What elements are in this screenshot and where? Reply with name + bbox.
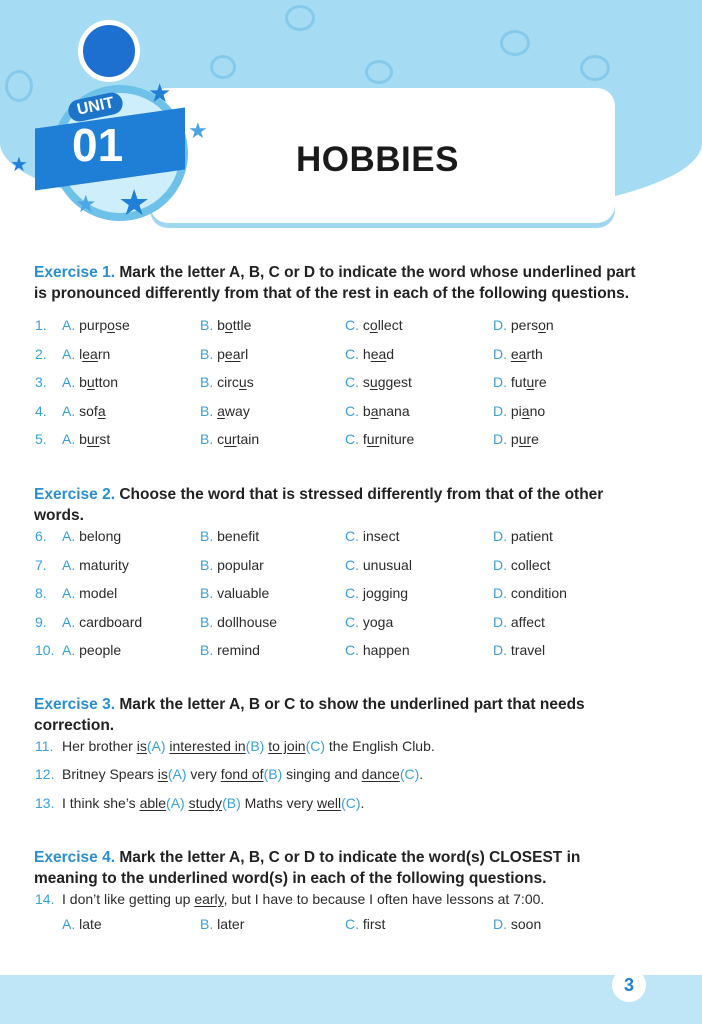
sentence-text: very bbox=[186, 766, 221, 782]
option-letter: C. bbox=[345, 317, 359, 333]
part-letter: (B) bbox=[222, 795, 241, 811]
answer-option[interactable] bbox=[62, 642, 121, 658]
answer-option[interactable] bbox=[200, 374, 254, 390]
answer-option[interactable] bbox=[345, 614, 393, 630]
option-letter: B. bbox=[200, 374, 214, 390]
sentence-text: I don’t like getting up bbox=[62, 891, 195, 907]
unit-number: 01 bbox=[72, 119, 124, 171]
option-text: c bbox=[217, 431, 225, 447]
option-text: belong bbox=[79, 528, 122, 544]
option-text: circ bbox=[217, 374, 239, 390]
option-text: b bbox=[217, 317, 225, 333]
underlined-part: fond of bbox=[220, 766, 264, 782]
answer-option[interactable] bbox=[62, 374, 118, 390]
option-text: ttle bbox=[232, 317, 252, 333]
question-number: 12. bbox=[35, 766, 55, 782]
question-number: 9. bbox=[35, 614, 47, 630]
option-letter: D. bbox=[493, 916, 507, 932]
question-number: 10. bbox=[35, 642, 55, 658]
option-text: st bbox=[99, 431, 111, 447]
underlined-part: is bbox=[136, 738, 147, 754]
underlined-part: a bbox=[97, 403, 106, 419]
bubble-decoration bbox=[285, 5, 315, 31]
sentence-text: Maths very bbox=[240, 795, 317, 811]
option-text: jogging bbox=[362, 585, 409, 601]
page-title: HOBBIES bbox=[296, 140, 459, 179]
question-row bbox=[0, 916, 660, 936]
question-number: 4. bbox=[35, 403, 47, 419]
option-text: collect bbox=[510, 557, 551, 573]
underlined-part: well bbox=[316, 795, 342, 811]
underlined-part: able bbox=[139, 795, 167, 811]
part-letter: (A) bbox=[146, 738, 166, 754]
star-icon: ★ bbox=[75, 191, 97, 218]
option-letter: C. bbox=[345, 346, 359, 362]
underlined-part: study bbox=[188, 795, 223, 811]
underlined-part: ur bbox=[224, 431, 237, 447]
question-number: 5. bbox=[35, 431, 47, 447]
option-text: re bbox=[534, 374, 547, 390]
option-letter: C. bbox=[345, 431, 359, 447]
option-text: rn bbox=[97, 346, 111, 362]
answer-option[interactable] bbox=[200, 346, 248, 362]
underlined-part: ur bbox=[86, 431, 100, 447]
answer-option[interactable] bbox=[493, 317, 554, 333]
question-number: 1. bbox=[35, 317, 47, 333]
option-letter: A. bbox=[62, 403, 76, 419]
answer-option[interactable] bbox=[200, 403, 250, 419]
answer-option[interactable] bbox=[62, 346, 110, 362]
answer-option[interactable] bbox=[200, 528, 259, 544]
option-letter: A. bbox=[62, 916, 76, 932]
option-text: tain bbox=[236, 431, 260, 447]
part-letter: (C) bbox=[305, 738, 326, 754]
underlined-part: ur bbox=[518, 431, 532, 447]
option-letter: D. bbox=[493, 585, 507, 601]
option-text: purp bbox=[79, 317, 108, 333]
option-text: popular bbox=[217, 557, 264, 573]
option-text: rth bbox=[526, 346, 543, 362]
option-letter: B. bbox=[200, 431, 214, 447]
underlined-part: a bbox=[521, 403, 530, 419]
option-text: e bbox=[531, 431, 539, 447]
answer-option[interactable] bbox=[200, 916, 244, 932]
option-letter: D. bbox=[493, 403, 507, 419]
answer-option[interactable] bbox=[62, 403, 106, 419]
bubble-decoration bbox=[210, 55, 236, 79]
option-text: remind bbox=[217, 642, 260, 658]
sentence-item bbox=[35, 795, 364, 811]
exercise-heading bbox=[34, 484, 644, 526]
underlined-part: a bbox=[217, 403, 225, 419]
star-icon: ★ bbox=[10, 154, 28, 176]
exercise-instruction: Mark the letter A, B, C or D to indicate the word(s) CLOSEST in meaning to the underlined word(s) in each of the following questions. bbox=[34, 849, 581, 887]
option-text: p bbox=[217, 346, 225, 362]
option-text: s bbox=[246, 374, 254, 390]
question-number: 3. bbox=[35, 374, 47, 390]
option-text: condition bbox=[510, 585, 567, 601]
underlined-part: ea bbox=[224, 346, 241, 362]
option-text: rl bbox=[240, 346, 249, 362]
question-number: 11. bbox=[35, 738, 54, 754]
question-number: 8. bbox=[35, 585, 47, 601]
answer-option[interactable] bbox=[200, 557, 264, 573]
option-letter: A. bbox=[62, 528, 76, 544]
part-letter: (A) bbox=[166, 795, 185, 811]
answer-option[interactable] bbox=[493, 374, 547, 390]
option-text: c bbox=[362, 317, 370, 333]
underlined-part: ea bbox=[510, 346, 527, 362]
option-letter: D. bbox=[493, 528, 507, 544]
star-icon: ★ bbox=[118, 182, 151, 223]
underlined-part: early bbox=[194, 891, 224, 907]
answer-option[interactable] bbox=[200, 431, 259, 447]
option-text: people bbox=[79, 642, 122, 658]
answer-option[interactable] bbox=[200, 585, 269, 601]
option-letter: C. bbox=[345, 403, 359, 419]
answer-option[interactable] bbox=[493, 916, 541, 932]
star-icon: ★ bbox=[188, 118, 208, 143]
option-letter: C. bbox=[345, 557, 359, 573]
question-row bbox=[0, 642, 660, 662]
option-text: sof bbox=[79, 403, 98, 419]
option-text: insect bbox=[362, 528, 400, 544]
answer-option[interactable] bbox=[493, 346, 543, 362]
exercise-label: Exercise 2. bbox=[34, 486, 116, 503]
option-letter: B. bbox=[200, 346, 214, 362]
answer-option[interactable] bbox=[345, 557, 412, 573]
answer-option[interactable] bbox=[493, 557, 551, 573]
exercise-heading bbox=[34, 262, 644, 304]
option-text: travel bbox=[510, 642, 546, 658]
sentence-text: I think she’s bbox=[62, 795, 140, 811]
sentence-item bbox=[35, 891, 544, 907]
option-text: first bbox=[362, 916, 386, 932]
option-letter: C. bbox=[345, 374, 359, 390]
underlined-part: o bbox=[369, 317, 378, 333]
astronaut-icon bbox=[78, 20, 140, 82]
option-letter: D. bbox=[493, 557, 507, 573]
exercise-instruction: Mark the letter A, B or C to show the underlined part that needs correction. bbox=[34, 696, 585, 734]
option-text: benefit bbox=[217, 528, 260, 544]
answer-option[interactable] bbox=[493, 431, 539, 447]
answer-option[interactable] bbox=[62, 431, 110, 447]
option-letter: A. bbox=[62, 614, 76, 630]
question-row bbox=[0, 431, 660, 451]
option-letter: B. bbox=[200, 317, 214, 333]
option-text: happen bbox=[362, 642, 410, 658]
answer-option[interactable] bbox=[493, 585, 567, 601]
option-text: h bbox=[362, 346, 371, 362]
answer-option[interactable] bbox=[200, 614, 277, 630]
option-text: no bbox=[529, 403, 546, 419]
option-letter: D. bbox=[493, 346, 507, 362]
exercise-instruction: Mark the letter A, B, C or D to indicate the word whose underlined part is pronounced differently from that of the rest in each of the following questions. bbox=[34, 264, 636, 302]
option-text: patient bbox=[510, 528, 553, 544]
option-text: b bbox=[79, 431, 87, 447]
option-text: niture bbox=[379, 431, 415, 447]
underlined-part: to join bbox=[268, 738, 306, 754]
exercise-heading bbox=[34, 847, 644, 889]
answer-option[interactable] bbox=[345, 374, 412, 390]
answer-option[interactable] bbox=[62, 916, 102, 932]
option-text: tton bbox=[94, 374, 119, 390]
option-letter: B. bbox=[200, 614, 214, 630]
option-letter: C. bbox=[345, 642, 359, 658]
exercise-label: Exercise 1. bbox=[34, 264, 116, 281]
option-text: b bbox=[79, 374, 87, 390]
option-text: ggest bbox=[377, 374, 412, 390]
exercise-label: Exercise 4. bbox=[34, 849, 116, 866]
exercise-label: Exercise 3. bbox=[34, 696, 116, 713]
answer-option[interactable] bbox=[345, 585, 408, 601]
answer-option[interactable] bbox=[200, 642, 260, 658]
underlined-part: u bbox=[369, 374, 378, 390]
option-letter: D. bbox=[493, 614, 507, 630]
question-row bbox=[0, 614, 660, 634]
underlined-part: o bbox=[538, 317, 546, 333]
option-text: soon bbox=[510, 916, 542, 932]
answer-option[interactable] bbox=[345, 431, 414, 447]
answer-option[interactable] bbox=[345, 346, 394, 362]
option-text: llect bbox=[377, 317, 403, 333]
option-letter: B. bbox=[200, 916, 214, 932]
unit-label: UNIT bbox=[66, 90, 125, 123]
part-letter: (B) bbox=[263, 766, 283, 782]
question-row bbox=[0, 317, 660, 337]
option-letter: B. bbox=[200, 403, 214, 419]
option-text: late bbox=[79, 916, 102, 932]
sentence-text: the English Club. bbox=[325, 738, 435, 754]
question-row bbox=[0, 557, 660, 577]
part-letter: (B) bbox=[245, 738, 265, 754]
answer-option[interactable] bbox=[62, 317, 130, 333]
sentence-text: . bbox=[419, 766, 424, 782]
part-letter: (C) bbox=[399, 766, 420, 782]
question-row bbox=[0, 403, 660, 423]
option-letter: A. bbox=[62, 374, 76, 390]
footer-band bbox=[0, 975, 702, 1024]
sentence-item bbox=[35, 738, 435, 754]
option-text: unusual bbox=[362, 557, 412, 573]
question-row bbox=[0, 346, 660, 366]
option-letter: A. bbox=[62, 346, 76, 362]
option-text: maturity bbox=[79, 557, 129, 573]
underlined-part: ur bbox=[366, 431, 380, 447]
option-letter: D. bbox=[493, 642, 507, 658]
option-text: se bbox=[114, 317, 130, 333]
option-text: f bbox=[362, 431, 367, 447]
underlined-part: u bbox=[86, 374, 95, 390]
question-row bbox=[0, 585, 660, 605]
option-text: pers bbox=[510, 317, 539, 333]
option-letter: B. bbox=[200, 585, 214, 601]
bubble-decoration bbox=[365, 60, 393, 84]
option-letter: A. bbox=[62, 557, 76, 573]
underlined-part: u bbox=[238, 374, 247, 390]
answer-option[interactable] bbox=[493, 614, 545, 630]
answer-option[interactable] bbox=[62, 585, 117, 601]
sentence-text: , but I have to because I often have lessons at 7:00. bbox=[223, 891, 545, 907]
underlined-part: ea bbox=[370, 346, 387, 362]
option-text: dollhouse bbox=[217, 614, 278, 630]
bubble-decoration bbox=[5, 70, 33, 102]
option-text: cardboard bbox=[79, 614, 143, 630]
option-letter: C. bbox=[345, 916, 359, 932]
option-text: p bbox=[510, 431, 519, 447]
option-text: way bbox=[224, 403, 250, 419]
answer-option[interactable] bbox=[62, 528, 121, 544]
exercise-heading bbox=[34, 694, 644, 736]
sentence-text: singing and bbox=[282, 766, 362, 782]
option-letter: A. bbox=[62, 431, 76, 447]
option-text: later bbox=[217, 916, 245, 932]
bubble-decoration bbox=[580, 55, 610, 81]
part-letter: (A) bbox=[167, 766, 187, 782]
part-letter: (C) bbox=[341, 795, 361, 811]
option-text: b bbox=[362, 403, 371, 419]
option-letter: A. bbox=[62, 585, 76, 601]
option-letter: C. bbox=[345, 614, 359, 630]
option-letter: B. bbox=[200, 528, 214, 544]
option-text: s bbox=[362, 374, 370, 390]
bubble-decoration bbox=[500, 30, 530, 56]
answer-option[interactable] bbox=[345, 317, 403, 333]
option-text: fut bbox=[510, 374, 527, 390]
question-number: 2. bbox=[35, 346, 47, 362]
question-row bbox=[0, 528, 660, 548]
question-number: 7. bbox=[35, 557, 47, 573]
option-letter: A. bbox=[62, 642, 76, 658]
option-letter: D. bbox=[493, 317, 507, 333]
underlined-part: dance bbox=[361, 766, 400, 782]
option-letter: C. bbox=[345, 585, 359, 601]
option-letter: B. bbox=[200, 557, 214, 573]
option-letter: C. bbox=[345, 528, 359, 544]
question-row bbox=[0, 374, 660, 394]
underlined-part: o bbox=[224, 317, 233, 333]
answer-option[interactable] bbox=[345, 528, 399, 544]
option-text: n bbox=[545, 317, 554, 333]
option-text: l bbox=[79, 346, 83, 362]
underlined-part: ea bbox=[82, 346, 98, 362]
underlined-part: interested in bbox=[169, 738, 246, 754]
page-number: 3 bbox=[612, 968, 646, 1002]
answer-option[interactable] bbox=[345, 403, 410, 419]
underlined-part: a bbox=[370, 403, 379, 419]
option-text: yoga bbox=[362, 614, 394, 630]
sentence-item bbox=[35, 766, 423, 782]
star-icon: ★ bbox=[148, 78, 172, 108]
question-number: 13. bbox=[35, 795, 55, 811]
sentence-text: Britney Spears bbox=[62, 766, 158, 782]
answer-option[interactable] bbox=[493, 528, 553, 544]
underlined-part: is bbox=[157, 766, 168, 782]
answer-option[interactable] bbox=[62, 557, 129, 573]
option-text: d bbox=[386, 346, 395, 362]
sentence-text: . bbox=[360, 795, 365, 811]
option-text: affect bbox=[510, 614, 545, 630]
underlined-part: o bbox=[107, 317, 115, 333]
answer-option[interactable] bbox=[493, 403, 545, 419]
answer-option[interactable] bbox=[493, 642, 545, 658]
answer-option[interactable] bbox=[345, 642, 410, 658]
option-text: pi bbox=[510, 403, 522, 419]
answer-option[interactable] bbox=[345, 916, 385, 932]
option-letter: D. bbox=[493, 431, 507, 447]
question-number: 14. bbox=[35, 891, 55, 907]
answer-option[interactable] bbox=[62, 614, 142, 630]
underlined-part: u bbox=[526, 374, 535, 390]
option-text: valuable bbox=[217, 585, 270, 601]
option-text: nana bbox=[378, 403, 410, 419]
option-letter: D. bbox=[493, 374, 507, 390]
option-text: model bbox=[79, 585, 118, 601]
option-letter: A. bbox=[62, 317, 76, 333]
question-number: 6. bbox=[35, 528, 47, 544]
option-letter: B. bbox=[200, 642, 214, 658]
answer-option[interactable] bbox=[200, 317, 251, 333]
sentence-text: Her brother bbox=[62, 738, 137, 754]
exercise-instruction: Choose the word that is stressed differently from that of the other words. bbox=[34, 486, 604, 524]
